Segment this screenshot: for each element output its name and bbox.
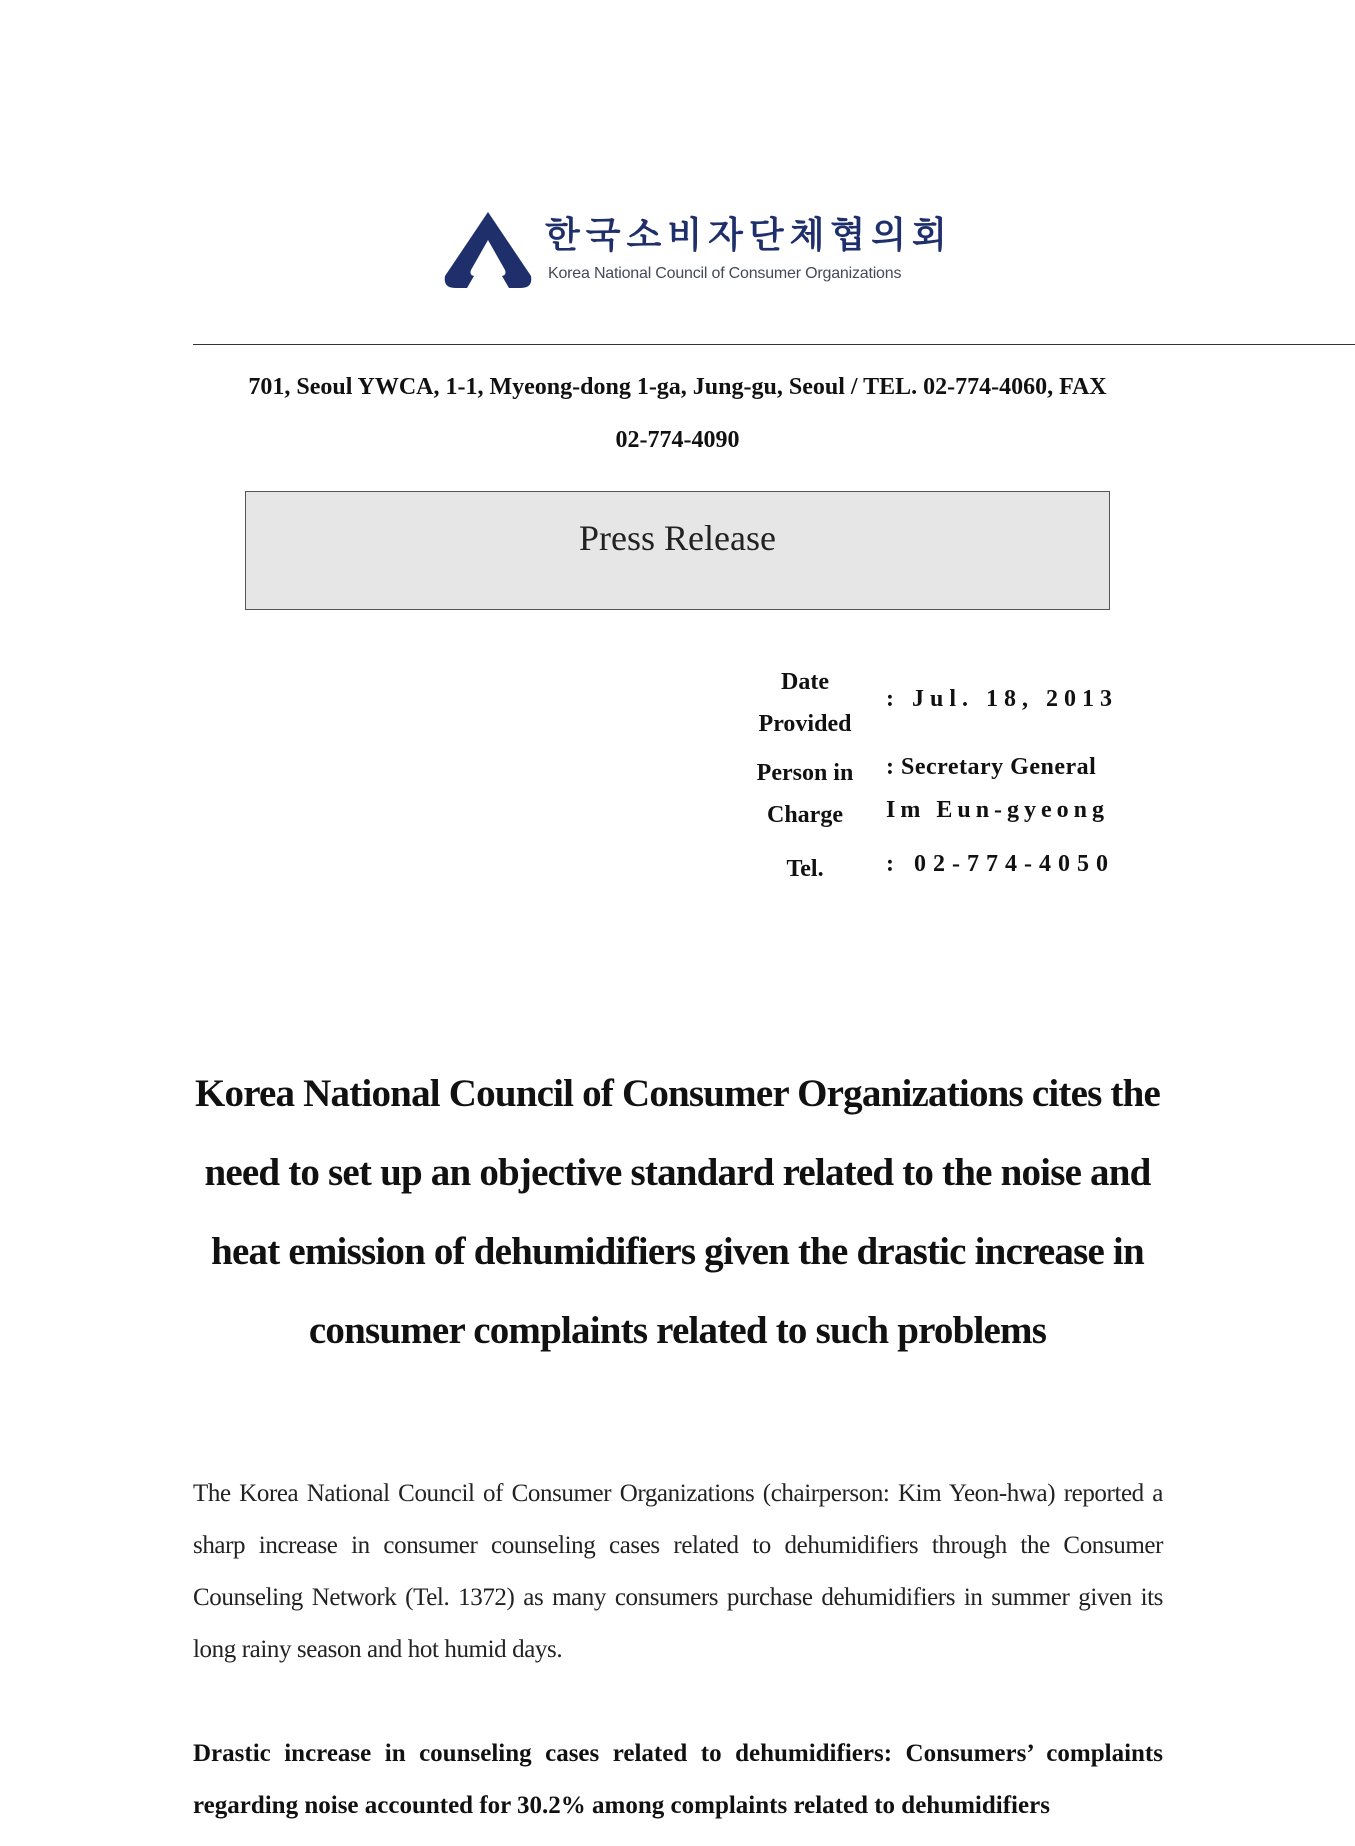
address-line-1: 701, Seoul YWCA, 1-1, Myeong-dong 1-ga, Jung-gu, Seoul / TEL. 02-774-4060, FAX <box>248 374 1107 400</box>
headline <box>175 1054 1180 1370</box>
date-provided-value: : Jul. 18, 2013 <box>886 686 1119 712</box>
date-label-line-2: Provided <box>758 711 852 737</box>
headline-line-4: consumer complaints related to such problems <box>308 1309 1047 1352</box>
date-provided-label <box>730 661 880 745</box>
logo-mark-icon <box>443 210 533 290</box>
tel-value: : 02-774-4050 <box>886 851 1115 877</box>
person-label-line-1: Person in <box>756 760 854 786</box>
section-subheading: Drastic increase in counseling cases related to dehumidifiers: Consumers’ complaints regarding noise accounted for 30.2% among complaints related to dehumidifiers <box>193 1740 1163 1819</box>
logo-english-name: Korea National Council of Consumer Organizations <box>548 265 902 282</box>
logo-korean-name: 한국소비자단체협의회 <box>545 215 953 256</box>
headline-line-3: heat emission of dehumidifiers given the drastic increase in <box>211 1230 1144 1273</box>
headline-line-1: Korea National Council of Consumer Organizations cites the <box>194 1072 1161 1115</box>
tel-label-text: Tel. <box>786 856 824 882</box>
person-in-charge-title: : Secretary General <box>886 754 1097 780</box>
tel-label <box>730 848 880 890</box>
headline-line-2: need to set up an objective standard related to the noise and <box>204 1151 1151 1194</box>
person-in-charge-name: Im Eun-gyeong <box>886 797 1110 823</box>
header-divider <box>193 344 1355 345</box>
press-release-title: Press Release <box>579 518 776 558</box>
address-line-2: 02-774-4090 <box>615 427 740 453</box>
person-label-line-2: Charge <box>767 802 843 828</box>
person-in-charge-label <box>730 752 880 836</box>
press-release-box <box>245 491 1110 610</box>
date-label-line-1: Date <box>781 669 829 695</box>
body-paragraph-1: The Korea National Council of Consumer Organizations (chairperson: Kim Yeon-hwa) reported a sharp increase in consumer counseling cases related to dehumidifiers through the Consumer Counseling Network (Tel. 1372) as many consumers purchase dehumidifiers in summer given its long rainy season and hot humid days. <box>193 1480 1163 1663</box>
